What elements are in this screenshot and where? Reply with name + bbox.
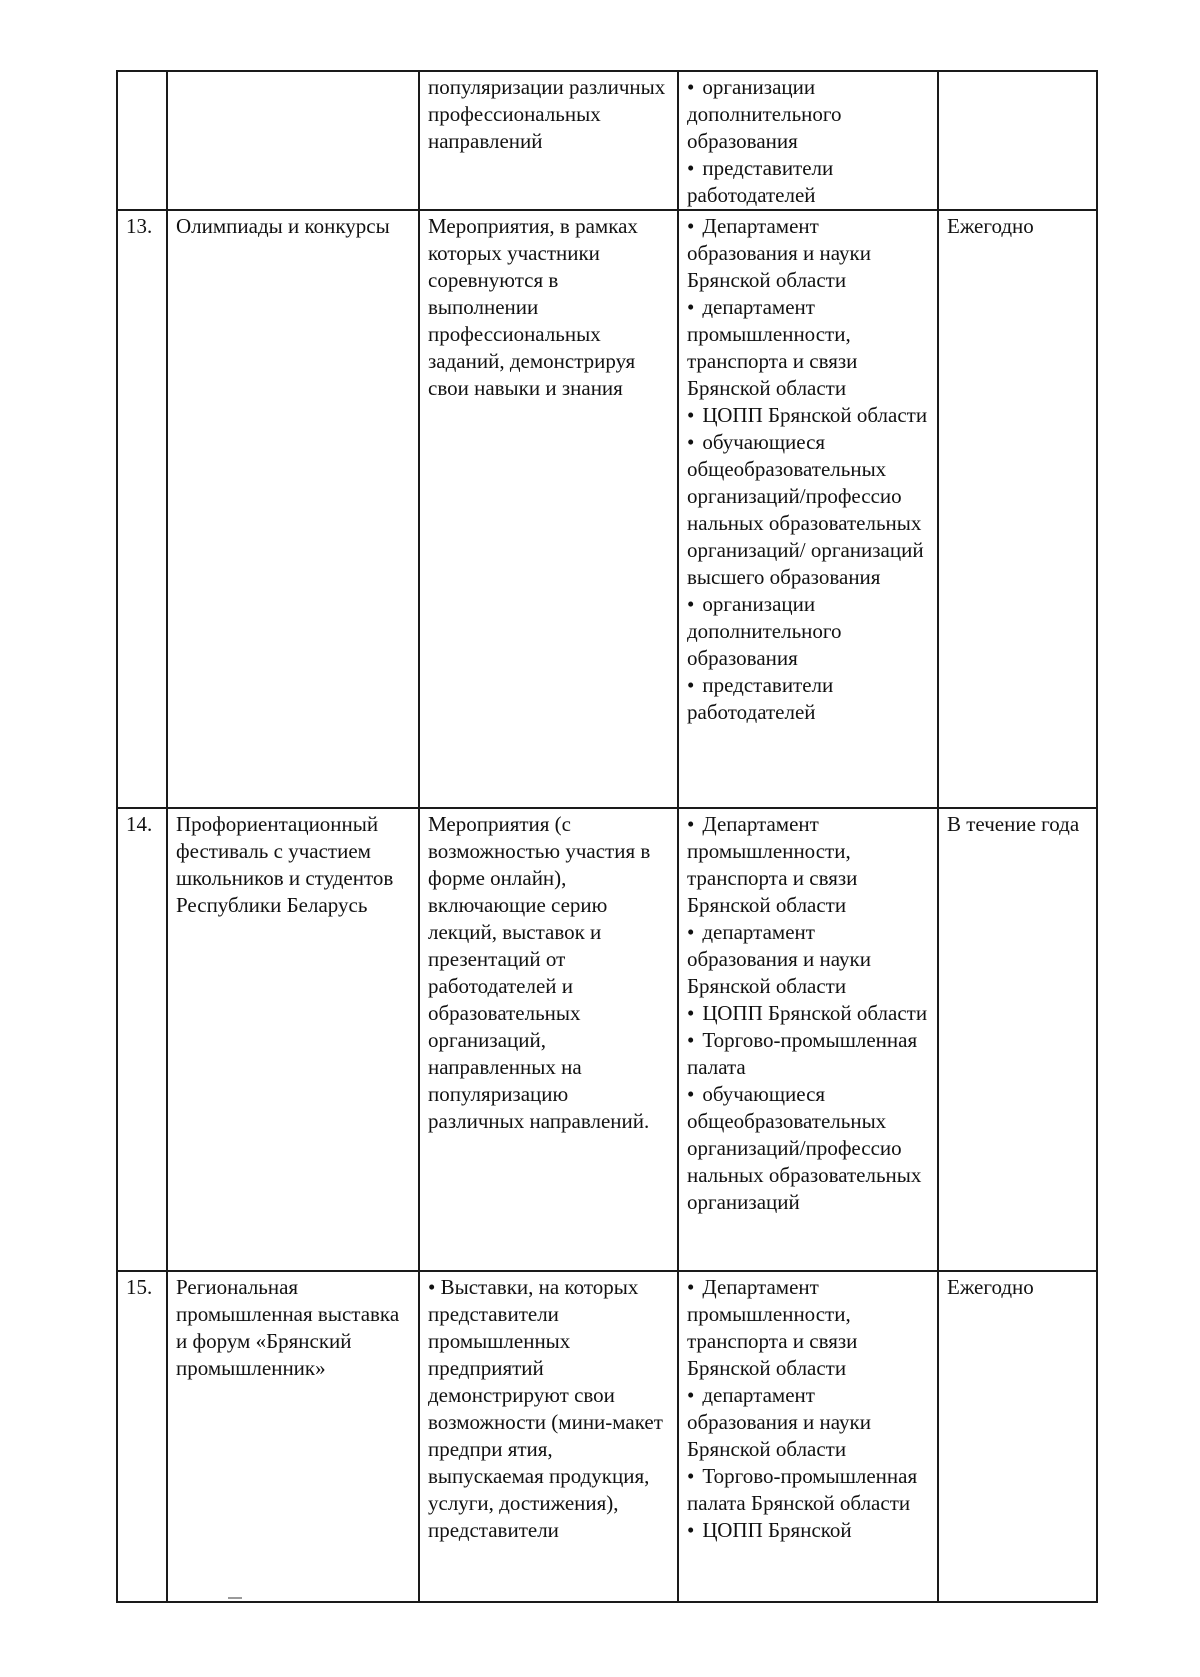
participants-cell: [678, 71, 938, 210]
table-row: [117, 210, 1097, 808]
event-term: [938, 71, 1097, 210]
bullet-icon: •: [687, 214, 695, 238]
participant-item: • Торгово-промышленная палата: [687, 1028, 918, 1079]
participant-item: • департамент образования и науки Брянской области: [687, 1383, 871, 1461]
participant-item: • Департамент промышленности, транспорта и связи Брянской области: [687, 1275, 858, 1380]
participant-item: • ЦОПП Брянской области: [687, 403, 928, 427]
bullet-icon: •: [687, 430, 695, 454]
bullet-icon: •: [687, 1464, 695, 1488]
event-description: • Выставки, на которых представители промышленных предприятий демонстрируют свои возможности (мини-макет предпри ятия, выпускаемая продукция, услуги, достижения), представители: [419, 1271, 678, 1602]
event-name: Региональная промышленная выставка и форум «Брянский промышленник»: [167, 1271, 419, 1602]
table-row: [117, 1271, 1097, 1602]
table-row: [117, 808, 1097, 1271]
bullet-icon: •: [687, 156, 695, 180]
bullet-icon: •: [687, 1383, 695, 1407]
event-description: Мероприятия, в рамках которых участники соревнуются в выполнении профессиональных заданий, демонстрируя свои навыки и знания: [419, 210, 678, 808]
bullet-icon: •: [687, 812, 695, 836]
event-name: Профориентационный фестиваль с участием школьников и студентов Республики Беларусь: [167, 808, 419, 1271]
event-term: В течение года: [938, 808, 1097, 1271]
participant-item: • ЦОПП Брянской области: [687, 1001, 928, 1025]
bullet-icon: •: [687, 75, 695, 99]
participants-cell: [678, 1271, 938, 1602]
bullet-icon: •: [687, 403, 695, 427]
row-number: [117, 71, 167, 210]
bullet-icon: •: [687, 1518, 695, 1542]
event-description: популяризации различных профессиональных направлений: [419, 71, 678, 210]
event-name: [167, 71, 419, 210]
participant-item: • департамент промышленности, транспорта и связи Брянской области: [687, 295, 858, 400]
bullet-icon: •: [687, 1275, 695, 1299]
bullet-icon: •: [687, 1001, 695, 1025]
participant-item: • департамент образования и науки Брянской области: [687, 920, 871, 998]
participant-item: • организации дополнительного образования: [687, 75, 842, 153]
event-term: Ежегодно: [938, 1271, 1097, 1602]
row-number: 14.: [117, 808, 167, 1271]
event-description: Мероприятия (с возможностью участия в форме онлайн), включающие серию лекций, выставок и презентаций от работодателей и образовательных организаций, направленных на популяризацию различных направлений.: [419, 808, 678, 1271]
participants-cell: [678, 210, 938, 808]
participant-item: • представители работодателей: [687, 673, 834, 724]
bullet-icon: •: [687, 920, 695, 944]
row-number: 13.: [117, 210, 167, 808]
bullet-icon: •: [687, 1028, 695, 1052]
event-name: Олимпиады и конкурсы: [167, 210, 419, 808]
events-table: [116, 70, 1098, 1603]
participant-item: • Департамент образования и науки Брянской области: [687, 214, 871, 292]
participant-item: • организации дополнительного образования: [687, 592, 842, 670]
bullet-icon: •: [687, 673, 695, 697]
bullet-icon: •: [687, 592, 695, 616]
scan-mark: [228, 1597, 242, 1599]
participant-item: • Торгово-промышленная палата Брянской области: [687, 1464, 918, 1515]
participant-item: • обучающиеся общеобразовательных организаций/профессио нальных образовательных организаций: [687, 1082, 922, 1214]
table-row: [117, 71, 1097, 210]
participants-cell: [678, 808, 938, 1271]
participant-item: • ЦОПП Брянской: [687, 1518, 852, 1542]
participant-item: • Департамент промышленности, транспорта и связи Брянской области: [687, 812, 858, 917]
event-term: Ежегодно: [938, 210, 1097, 808]
participant-item: • представители работодателей: [687, 156, 834, 207]
bullet-icon: •: [687, 1082, 695, 1106]
row-number: 15.: [117, 1271, 167, 1602]
participant-item: • обучающиеся общеобразовательных организаций/профессио нальных образовательных организаций/ организаций высшего образования: [687, 430, 924, 589]
bullet-icon: •: [687, 295, 695, 319]
